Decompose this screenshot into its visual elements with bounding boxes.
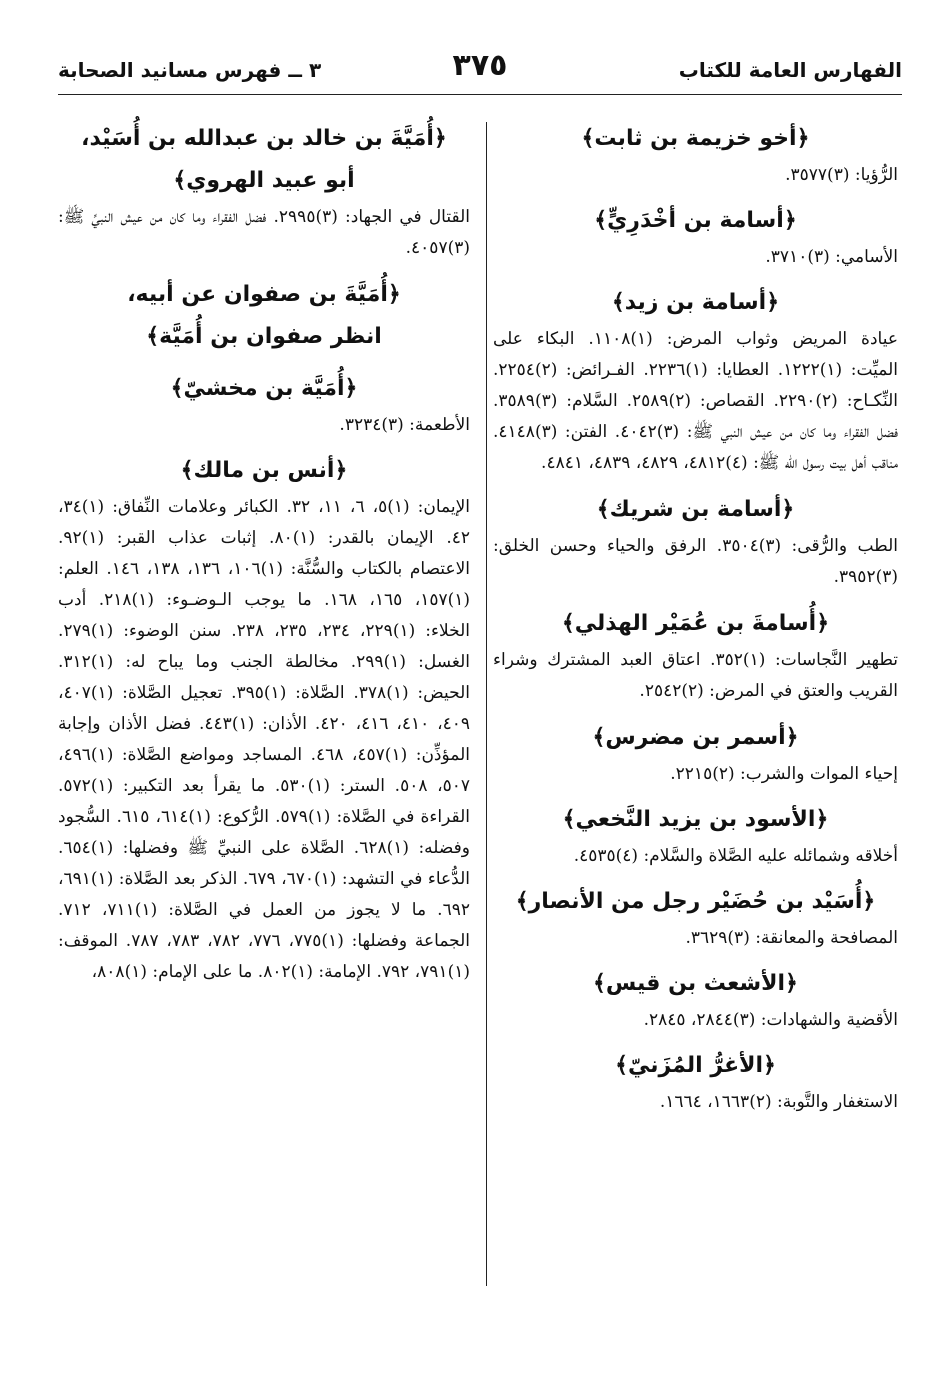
entry-heading: ﴿أُسَيْد بن حُضَيْر رجل من الأنصار﴾	[515, 889, 876, 914]
entry-heading: ﴿أسامة بن شريك﴾	[596, 497, 795, 522]
index-entry	[493, 603, 898, 707]
index-entry	[493, 282, 898, 479]
index-entry	[493, 1045, 898, 1117]
entry-body: المصافحة والمعانقة: (٣)٣٦٢٩.	[685, 928, 898, 948]
index-entry	[493, 489, 898, 593]
entry-body: الرُّؤيا: (٣)٣٥٧٧.	[785, 165, 898, 185]
index-entry	[493, 963, 898, 1035]
entry-heading-line: أبو عبيد الهروي﴾	[173, 168, 355, 193]
entry-body: عيادة المريض وثواب المرض: (١)١١٠٨. البكاء على الميِّت: (١)١٢٢٢. العطايا: (١)٢٢٣٦. الفـرائض: (٢)٢٢٥٤. النِّكـاح: (٢)٢٢٩٠. القصاص: (٢)٢٥٨٩. السَّلام: (٣)٣٥٨٩. فضل الفقراء وما كان من عيش النبي ﷺ: (٣)٤٠٤٢. الفتن: (٣)٤١٤٨. مناقب أهل بيت رسول الله ﷺ: (٤)٤٨١٢، ٤٨٢٩، ٤٨٣٩، ٤٨٤١.	[493, 329, 898, 473]
entry-heading: ﴿أخو خزيمة بن ثابت﴾	[581, 126, 810, 151]
section-title: ٣ ــ فهرس مسانيد الصحابة	[58, 58, 322, 82]
entry-heading: ﴿أُسامةَ بن عُمَيْر الهذلي﴾	[561, 611, 830, 636]
index-entry	[58, 368, 470, 440]
index-entry	[58, 274, 470, 358]
entry-heading: ﴿أسمر بن مضرس﴾	[592, 725, 799, 750]
entry-body: إحياء الموات والشرب: (٢)٢٢١٥.	[670, 764, 898, 784]
entry-heading-line: ﴿أنس بن مالك﴾	[180, 458, 348, 483]
entry-body: الاستغفار والتَّوبة: (٢)١٦٦٣، ١٦٦٤.	[659, 1092, 898, 1112]
entry-body: القتال في الجهاد: (٣)٢٩٩٥. فضل الفقراء وما كان من عيش النبيِّ ﷺ: (٣)٤٠٥٧.	[58, 207, 470, 258]
entry-heading-line: ﴿أُمَيَّةَ بن خالد بن عبدالله بن أُسَيْد،	[81, 126, 447, 151]
page-number: ٣٧٥	[452, 48, 508, 83]
entry-heading	[58, 274, 470, 358]
page-header	[58, 48, 902, 88]
entry-heading	[58, 450, 470, 492]
entry-heading	[58, 368, 470, 410]
entry-heading: ﴿أسامة بن زيد﴾	[611, 290, 780, 315]
left-column	[58, 118, 470, 998]
index-entry	[493, 799, 898, 871]
entry-body: أخلاقه وشمائله عليه الصَّلاة والسَّلام: (٤)٤٥٣٥.	[573, 846, 898, 866]
entry-body: الأسامي: (٣)٣٧١٠.	[765, 247, 898, 267]
entry-body: تطهير النَّجاسات: (١)٣٥٢. اعتاق العبد المشترك وشراء القريب والعتق في المرض: (٢)٢٥٤٢.	[493, 650, 899, 701]
entry-heading: ﴿الأشعث بن قيس﴾	[593, 971, 798, 996]
column-divider	[486, 122, 487, 1286]
entry-heading-line: انظر صفوان بن أُمَيَّة﴾	[146, 324, 382, 349]
entry-body: الطب والرُّقى: (٣)٣٥٠٤. الرفق والحياء وحسن الخلق: (٣)٣٩٥٢.	[493, 536, 898, 587]
index-entry	[493, 717, 898, 789]
header-rule	[58, 94, 902, 95]
right-column	[493, 118, 898, 1127]
entry-heading-line: ﴿أُمَيَّةَ بن صفوان عن أبيه،	[127, 282, 401, 307]
index-entry	[493, 881, 898, 953]
book-index-title: الفهارس العامة للكتاب	[678, 58, 902, 82]
index-entry	[58, 118, 470, 264]
entry-heading: ﴿الأسود بن يزيد النَّخعي﴾	[562, 807, 829, 832]
index-entry	[58, 450, 470, 988]
entry-body: الأطعمة: (٣)٣٢٣٤.	[339, 415, 470, 435]
entry-heading-line: ﴿أُمَيَّة بن مخشيّ﴾	[170, 376, 358, 401]
index-entry	[493, 118, 898, 190]
index-entry	[493, 200, 898, 272]
entry-heading	[58, 118, 470, 202]
entry-heading: ﴿أسامة بن أخْدَرِيٍّ﴾	[594, 208, 797, 233]
entry-body: الإيمان: (١)٥، ٦، ١١، ٣٢. الكبائر وعلامات النِّفاق: (١)٣٤، ٤٢. الإيمان بالقدر: (١)٨٠. إثبات عذاب القبر: (١)٩٢. الاعتصام بالكتاب والسُّنَّة: (١)١٠٦، ١٣٦، ١٣٨، ١٤٦. العلم: (١)١٥٧، ١٦٥، ١٦٨. ما يوجب الـوضـوء: (١)٢١٨. أدب الخلاء: (١)٢٢٩، ٢٣٤، ٢٣٥، ٢٣٨. سنن الوضوء: (١)٢٧٩. الغسل: (١)٢٩٩. مخالطة الجنب وما يباح له: (١)٣١٢. الحيض: (١)٣٧٨. الصَّلاة: (١)٣٩٥. تعجيل الصَّلاة: (١)٤٠٧، ٤٠٩، ٤١٠، ٤١٦، ٤٢٠. الأذان: (١)٤٤٣. فضل الأذان وإجابة المؤذِّن: (١)٤٥٧، ٤٦٨. المساجد ومواضع الصَّلاة: (١)٤٩٦، ٥٠٧، ٥٠٨. الستر: (١)٥٣٠. ما يقرأ بعد التكبير: (١)٥٧٢. القراءة في الصَّلاة: (١)٥٧٩. الرُّكوع: (١)٦١٤، ٦١٥. السُّجود وفضله: (١)٦٢٨. الصَّلاة على النبيِّ ﷺ وفضلها: (١)٦٥٤. الدُّعاء في التشهد: (١)٦٧٠، ٦٧٩. الذكر بعد الصَّلاة: (١)٦٩١، ٦٩٢. ما لا يجوز من العمل في الصَّلاة: (١)٧١١، ٧١٢. الجماعة وفضلها: (١)٧٧٥، ٧٧٦، ٧٨٢، ٧٨٣، ٧٨٧. الموقف: (١)٧٩١، ٧٩٢. الإمامة: (١)٨٠٢. ما على الإمام: (١)٨٠٨،	[58, 497, 471, 982]
entry-body: الأقضية والشهادات: (٣)٢٨٤٤، ٢٨٤٥.	[643, 1010, 898, 1030]
entry-heading: ﴿الأغرُّ المُزَنيّ﴾	[615, 1053, 776, 1078]
